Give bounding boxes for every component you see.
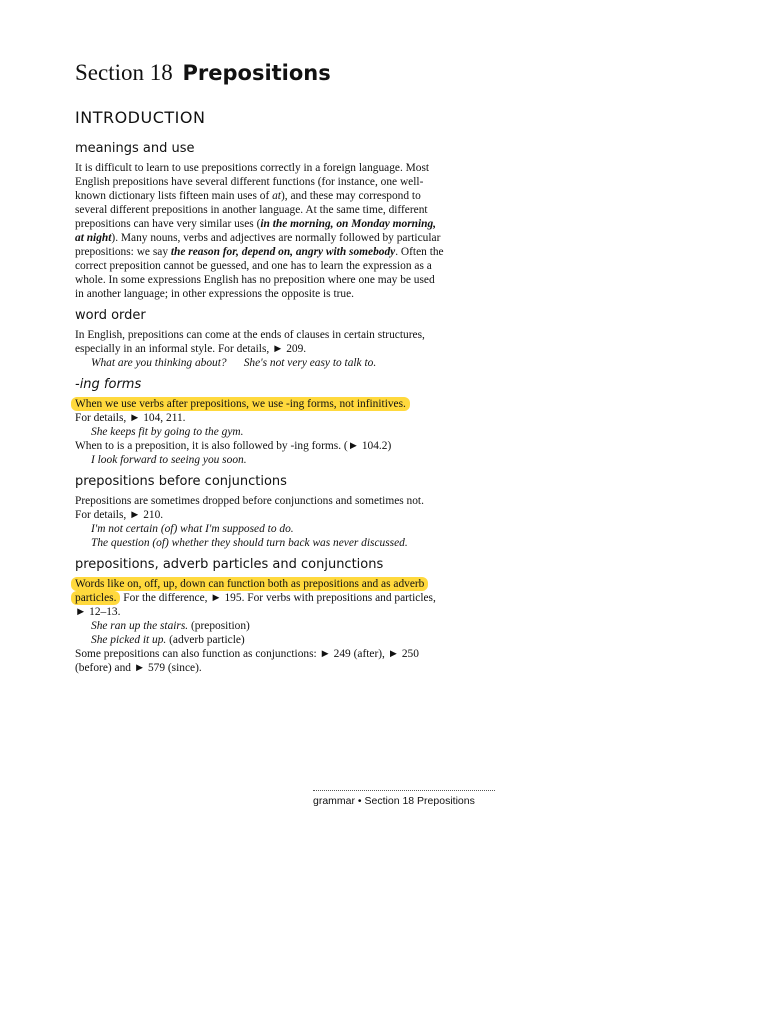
meanings-paragraph [75,161,515,301]
example-note: (preposition) [188,620,250,632]
text-line: especially in an informal style. For details, ► 209. [75,343,307,355]
example-phrase: in the morning, on Monday morning, [260,218,437,230]
text-line [75,217,515,231]
text-span: ), and these may correspond to [280,190,421,202]
example-sentence: She ran up the stairs. [91,620,189,632]
text-line: Some prepositions can also function as conjunctions: ► 249 (after), ► 250 [75,648,419,660]
text-line [75,189,515,203]
example-sentence: The question (of) whether they should turn back was never discussed. [91,537,408,549]
ing-forms-heading [75,376,515,394]
highlighted-rule: Words like on, off, up, down can function both as prepositions and as adverb [71,577,428,591]
text-line: When to is a preposition, it is also followed by -ing forms. (► 104.2) [75,440,392,452]
example-phrase: the reason for, depend on, angry with somebody [170,246,396,258]
text-line: several different prepositions in another language. At the same time, different [75,204,428,216]
text-line: It is difficult to learn to use prepositions correctly in a foreign language. Most [75,162,430,174]
text-line [75,591,515,605]
text-span: For the difference, ► 195. For verbs with prepositions and particles, [120,592,436,604]
text-span: prepositions can have very similar uses ( [75,218,261,230]
example-sentence: She picked it up. [91,634,167,646]
example-note: (adverb particle) [166,634,245,646]
example-sentence: I'm not certain (of) what I'm supposed to do. [91,523,294,535]
highlighted-rule: When we use verbs after prepositions, we use -ing forms, not infinitives. [71,397,410,411]
text-span: . Often the [395,246,444,258]
meanings-heading: meanings and use [75,141,195,156]
footer-text: grammar • Section 18 Prepositions [313,795,475,807]
example-sentence: She's not very easy to talk to. [243,357,377,369]
text-line [75,397,515,411]
example-sentence: She keeps fit by going to the gym. [91,426,244,438]
text-line [75,577,515,591]
word-order-heading: word order [75,308,146,323]
example-phrase: at night [75,232,112,244]
text-span: ). Many nouns, verbs and adjectives are normally followed by particular [111,232,441,244]
section-name: Prepositions [182,61,331,85]
text-line [75,245,515,259]
introduction-heading: INTRODUCTION [75,108,206,127]
example-line [75,633,515,647]
text-line: (before) and ► 579 (since). [75,662,202,674]
text-line: whole. In some expressions English has no preposition where one may be used [75,274,435,286]
text-span: prepositions: we say [75,246,171,258]
text-line: For details, ► 104, 211. [75,412,186,424]
text-line: In English, prepositions can come at the ends of clauses in certain structures, [75,329,425,341]
conjunctions-heading: prepositions before conjunctions [75,474,287,489]
example-sentence: What are you thinking about? [91,357,227,369]
section-number: Section 18 [75,60,173,85]
example-line [75,356,515,370]
heading-text: -ing forms [75,377,142,392]
page-content [75,58,515,675]
section-title [75,58,515,88]
example-line [75,619,515,633]
highlighted-rule: particles. [71,591,120,605]
particles-heading: prepositions, adverb particles and conjunctions [75,557,384,572]
text-line: English prepositions have several different functions (for instance, one well- [75,176,424,188]
text-span: known dictionary lists fifteen main uses of [75,190,273,202]
text-line: ► 12–13. [75,606,121,618]
example-sentence: I look forward to seeing you soon. [91,454,247,466]
page-footer [313,790,495,807]
example-word: at [272,190,281,202]
text-line: in another language; in other expressions the opposite is true. [75,288,355,300]
text-line: For details, ► 210. [75,509,164,521]
text-line [75,231,515,245]
footer-divider [313,790,495,791]
text-line: correct preposition cannot be guessed, and one has to learn the expression as a [75,260,432,272]
text-line: Prepositions are sometimes dropped before conjunctions and sometimes not. [75,495,424,507]
